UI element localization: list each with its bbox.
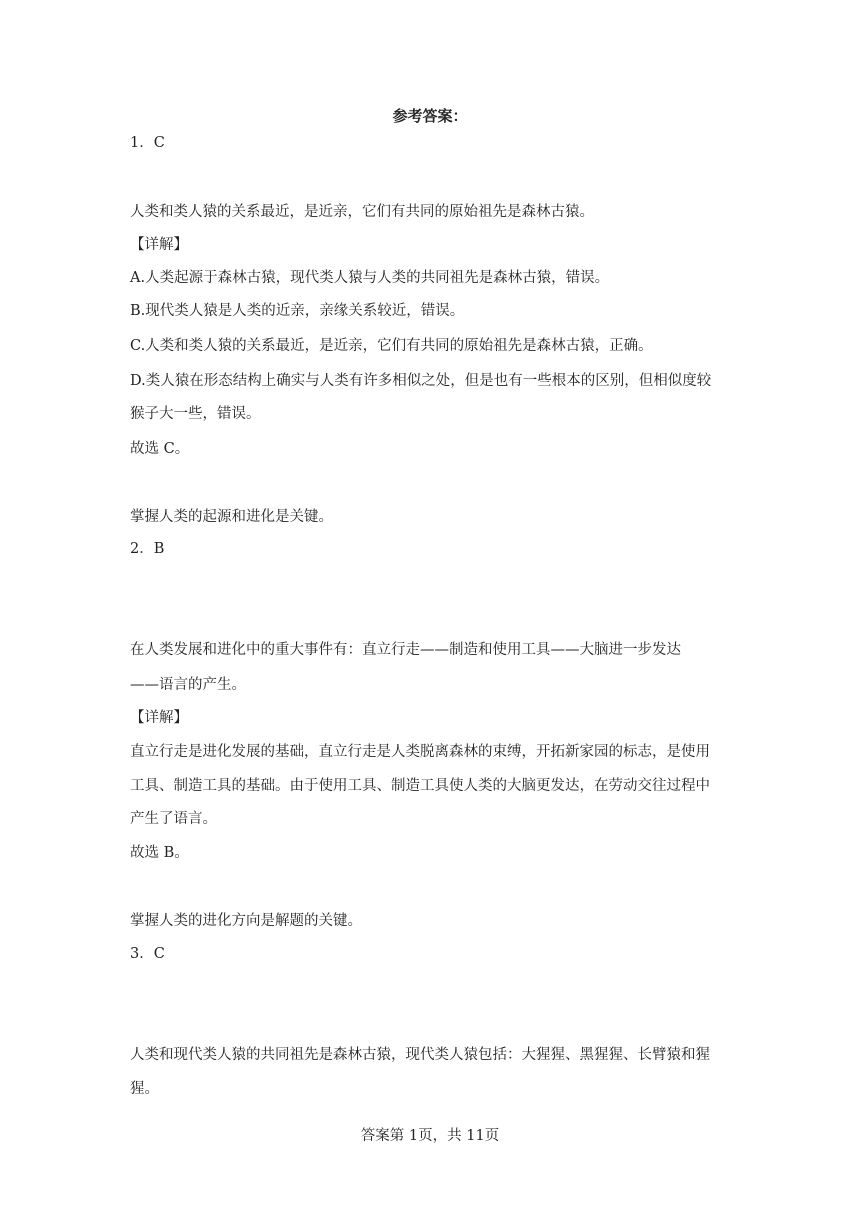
key-point-line: 掌握人类的起源和进化是关键。 [130, 509, 333, 525]
answer-number-2: 2．B [130, 541, 165, 557]
detail-line: 直立行走是进化发展的基础，直立行走是人类脱离森林的束缚，开拓新家园的标志，是使用 [130, 744, 710, 760]
detail-line: B.现代类人猿是人类的近亲，亲缘关系较近，错误。 [130, 303, 465, 319]
detail-line: 工具、制造工具的基础。由于使用工具、制造工具使人类的大脑更发达，在劳动交往过程中 [130, 778, 710, 794]
analysis-line: ——语言的产生。 [130, 677, 246, 693]
page-footer: 答案第 1页，共 11页 [360, 1128, 500, 1144]
detail-line: D.类人猿在形态结构上确实与人类有许多相似之处，但是也有一些根本的区别，但相似度较 [130, 373, 712, 389]
choice-line: 故选 C。 [130, 441, 190, 457]
answer-number-1: 1．C [130, 135, 165, 151]
detail-heading: 【详解】 [130, 710, 188, 726]
analysis-line: 人类和类人猿的关系最近，是近亲，它们有共同的原始祖先是森林古猿。 [130, 204, 594, 220]
detail-line: 猴子大一些，错误。 [130, 406, 261, 422]
detail-line: C.人类和类人猿的关系最近，是近亲，它们有共同的原始祖先是森林古猿，正确。 [130, 338, 653, 354]
page-title: 参考答案： [392, 107, 468, 125]
analysis-line: 人类和现代类人猿的共同祖先是森林古猿，现代类人猿包括：大猩猩、黑猩猩、长臂猿和猩 [130, 1047, 710, 1063]
key-point-line: 掌握人类的进化方向是解题的关键。 [130, 913, 362, 929]
analysis-line: 在人类发展和进化中的重大事件有：直立行走——制造和使用工具——大脑进一步发达 [130, 642, 681, 658]
detail-heading: 【详解】 [130, 237, 188, 253]
detail-line: 产生了语言。 [130, 811, 217, 827]
answer-number-3: 3．C [130, 946, 165, 962]
analysis-line: 猩。 [130, 1081, 159, 1097]
choice-line: 故选 B。 [130, 845, 189, 861]
detail-line: A.人类起源于森林古猿，现代类人猿与人类的共同祖先是森林古猿，错误。 [130, 270, 610, 286]
